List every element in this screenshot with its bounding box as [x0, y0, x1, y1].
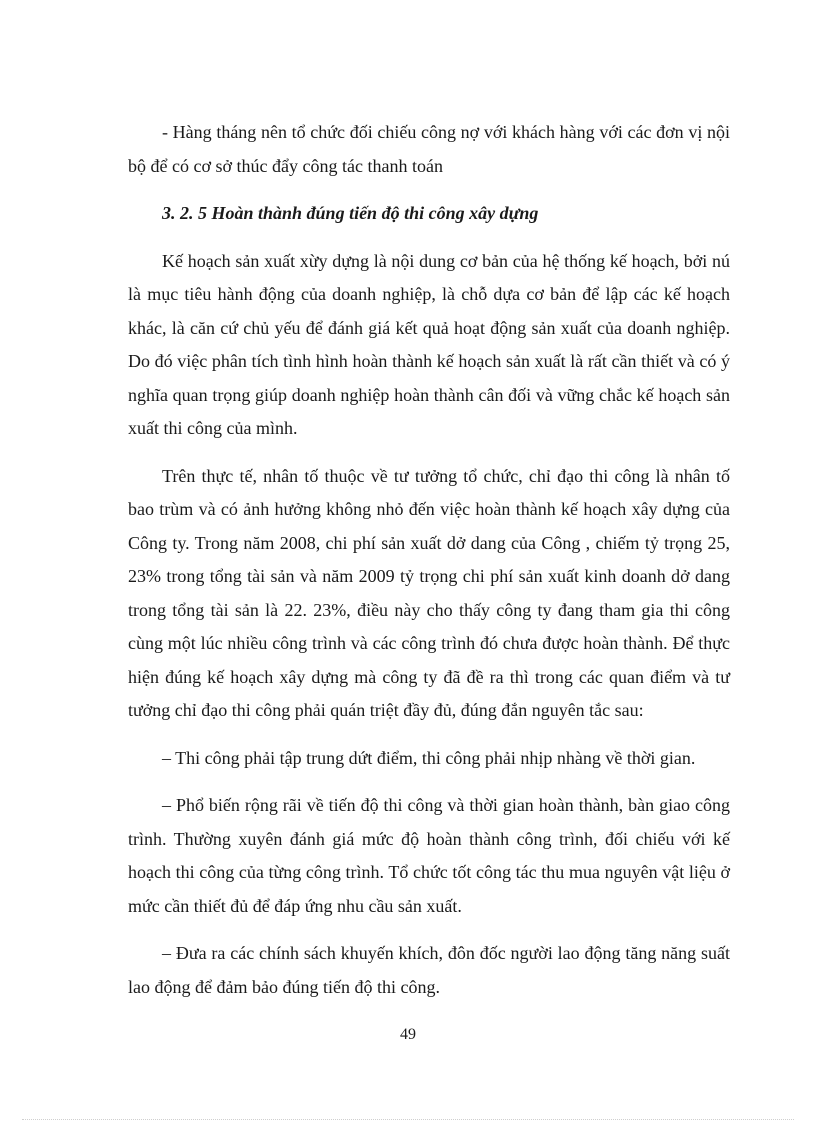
footer-divider: [22, 1119, 794, 1120]
paragraph-production-plan: Kế hoạch sản xuất xừy dựng là nội dung cơ bản của hệ thống kế hoạch, bởi nú là mục tiêu hành động của doanh nghiệp, là chỗ dựa cơ bản để lập các kế hoạch khác, là căn cứ chủ yếu để đánh giá kết quả hoạt động sản xuất của doanh nghiệp. Do đó việc phân tích tình hình hoàn thành kế hoạch sản xuất là rất cần thiết và có ý nghĩa quan trọng giúp doanh nghiệp hoàn thành cân đối và vững chắc kế hoạch sản xuất thi công của mình.: [128, 250, 730, 438]
paragraph-reality: Trên thực tế, nhân tố thuộc về tư tưởng tổ chức, chỉ đạo thi công là nhân tố bao trùm và có ảnh hưởng không nhỏ đến việc hoàn thành kế hoạch xây dựng của Công ty. Trong năm 2008, chi phí sản xuất dở dang của Công , chiếm tỷ trọng 25, 23% trong tổng tài sản và năm 2009 tỷ trọng chi phí sản xuất kinh doanh dở dang trong tổng tài sản là 22. 23%, điều này cho thấy công ty đang tham gia thi công cùng một lúc nhiều công trình và các công trình đó chưa được hoàn thành. Để thực hiện đúng kế hoạch xây dựng mà công ty đã đề ra thì trong các quan điểm và tư tưởng chỉ đạo thi công phải quán triệt đầy đủ, đúng đắn nguyên tắc sau:: [128, 465, 730, 720]
page-number: 49: [400, 1026, 416, 1043]
bullet-incentive-policies: – Đưa ra các chính sách khuyến khích, đôn đốc người lao động tăng năng suất lao động để đảm bảo đúng tiến độ thi công.: [128, 943, 730, 997]
section-heading: 3. 2. 5 Hoàn thành đúng tiến độ thi công xây dựng: [162, 203, 539, 223]
bullet-focused-construction: – Thi công phải tập trung dứt điểm, thi công phải nhịp nhàng về thời gian.: [162, 747, 696, 768]
body-text: [128, 116, 730, 1018]
bullet-progress-dissemination: – Phổ biến rộng rãi về tiến độ thi công và thời gian hoàn thành, bàn giao công trình. Thường xuyên đánh giá mức độ hoàn thành công trình, đối chiếu với kế hoạch thi công của từng công trình. Tổ chức tốt công tác thu mua nguyên vật liệu ở mức cần thiết đủ để đáp ứng nhu cầu sản xuất.: [128, 795, 730, 916]
paragraph-reconciliation: - Hàng tháng nên tổ chức đối chiếu công nợ với khách hàng với các đơn vị nội bộ để có cơ sở thúc đẩy công tác thanh toán: [128, 122, 730, 176]
